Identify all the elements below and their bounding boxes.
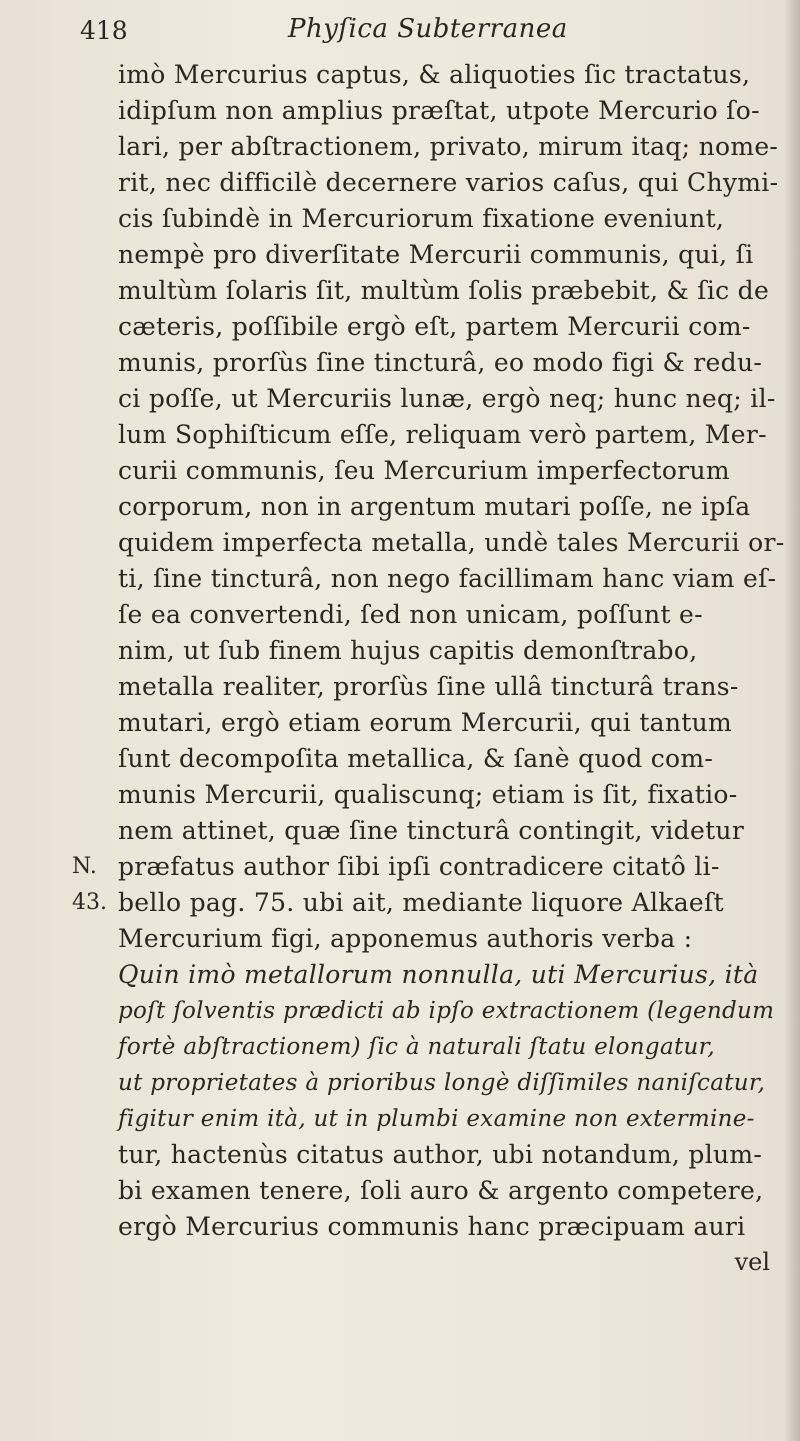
page-edge-shadow: [784, 0, 800, 1441]
text-line: curii communis, ſeu Mercurium imperfectorum: [118, 456, 730, 485]
text-line-italic: figitur enim ità, ut in plumbi examine non extermine-: [118, 1106, 755, 1132]
text-line: multùm ſolaris ſit, multùm ſolis præbebit, & ſic de: [118, 276, 770, 305]
text-line: corporum, non in argentum mutari poſſe, ne ipſa: [118, 492, 751, 521]
catchword: vel: [734, 1248, 770, 1276]
text-line: bello pag. 75. ubi ait, mediante liquore Alkaeſt: [118, 888, 724, 917]
text-line: lum Sophiſticum eſſe, reliquam verò partem, Mer-: [118, 420, 767, 449]
text-line: ſunt decompoſita metallica, & ſanè quod com-: [118, 744, 714, 773]
text-line: ſe ea convertendi, ſed non unicam, poſſunt e-: [118, 600, 703, 629]
text-line: munis, prorſùs ſine tincturâ, eo modo figi & redu-: [118, 348, 763, 377]
text-line: munis Mercurii, qualiscunq; etiam is ſit, fixatio-: [118, 780, 738, 809]
text-line: cæteris, poſſibile ergò eſt, partem Mercurii com-: [118, 312, 751, 341]
text-line: mutari, ergò etiam eorum Mercurii, qui tantum: [118, 708, 733, 737]
text-line: lari, per abſtractionem, privato, mirum itaq; nome-: [118, 132, 779, 161]
text-line: bi examen tenere, ſoli auro & argento competere,: [118, 1176, 764, 1205]
page-number: 418: [80, 16, 128, 45]
text-line: rit, nec difficilè decernere varios caſus, qui Chymi-: [118, 168, 779, 197]
text-line: nim, ut ſub finem hujus capitis demonſtrabo,: [118, 636, 698, 665]
margin-note: N.: [72, 854, 97, 879]
text-line: ergò Mercurius communis hanc præcipuam auri: [118, 1212, 746, 1241]
text-line: imò Mercurius captus, & aliquoties ſic tractatus,: [118, 60, 751, 89]
margin-note: 43.: [72, 890, 107, 915]
text-line-italic: ut proprietates à prioribus longè diſſimiles naniſcatur,: [118, 1070, 766, 1096]
text-line: quidem imperfecta metalla, undè tales Mercurii or-: [118, 528, 785, 557]
text-line: præfatus author ſibi ipſi contradicere citatô li-: [118, 852, 720, 881]
running-head: Phyſica Subterranea: [288, 14, 568, 44]
text-line: nem attinet, quæ ſine tincturâ contingit, videtur: [118, 816, 745, 845]
text-line: cis ſubindè in Mercuriorum fixatione eveniunt,: [118, 204, 725, 233]
text-line: ti, ſine tincturâ, non nego facillimam hanc viam eſ-: [118, 564, 777, 593]
text-line: idipſum non amplius præſtat, utpote Mercurio ſo-: [118, 96, 760, 125]
text-line: metalla realiter, prorſùs ſine ullâ tincturâ trans-: [118, 672, 739, 701]
text-line-italic: poſt ſolventis prædicti ab ipſo extractionem (legendum: [118, 998, 775, 1024]
text-line-italic: Quin imò metallorum nonnulla, uti Mercurius, ità: [118, 960, 759, 989]
text-line: Mercurium figi, apponemus authoris verba :: [118, 924, 693, 953]
text-line: tur, hactenùs citatus author, ubi notandum, plum-: [118, 1140, 763, 1169]
page-header: [72, 8, 792, 58]
text-line: nempè pro diverſitate Mercurii communis, qui, ſi: [118, 240, 754, 269]
text-line: ci poſſe, ut Mercuriis lunæ, ergò neq; hunc neq; il-: [118, 384, 776, 413]
text-line-italic: fortè abſtractionem) ſic à naturali ſtatu elongatur,: [118, 1034, 715, 1060]
